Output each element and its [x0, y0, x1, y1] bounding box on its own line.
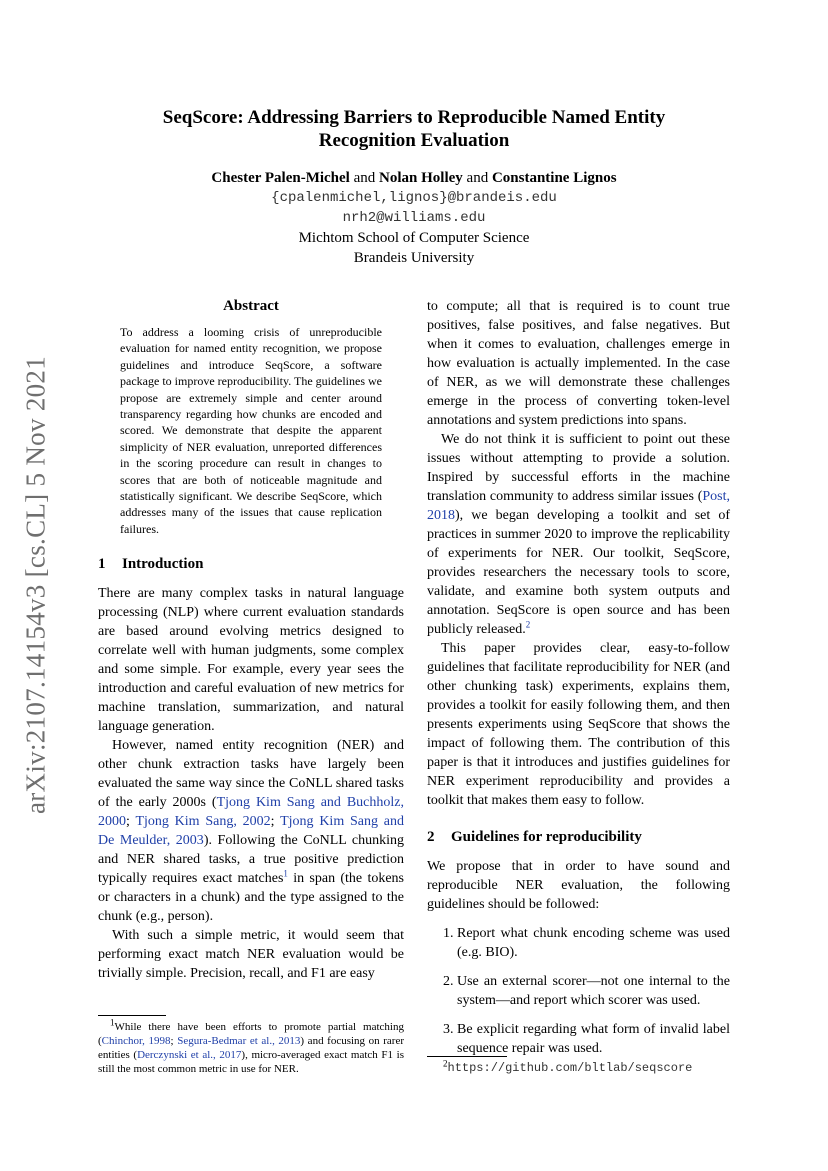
section-2-title: Guidelines for reproducibility: [451, 829, 642, 845]
guideline-item-3: 3. Be explicit regarding what form of invalid label sequence repair was used.: [457, 1020, 730, 1058]
citation-separator: ;: [270, 814, 281, 830]
footnote-2: [443, 1058, 693, 1075]
footnote-1-mark: 1: [110, 1017, 115, 1028]
left-column: [98, 297, 404, 983]
citation-tjong-2000[interactable]: Tjong Kim Sang and Buchholz, 2000: [98, 795, 404, 830]
citation-chinchor-1998[interactable]: Chinchor, 1998: [101, 1035, 171, 1047]
author-email-1: {cpalenmichel,lignos}@brandeis.edu: [271, 190, 557, 206]
intro-p2-text-a: However, named entity recognition (NER) and other chunk extraction tasks have largely been evaluated the same way since the CoNLL shared tasks of the early 2000s (: [98, 738, 404, 811]
guideline-item-1: 1. Report what chunk encoding scheme was used (e.g. BIO).: [457, 924, 730, 962]
intro-paragraph-2: [98, 736, 404, 926]
guideline-item-2: 2. Use an external scorer—not one internal to the system—and report which scorer was used.: [457, 972, 730, 1010]
title-line-1: SeqScore: Addressing Barriers to Reproducible Named Entity: [162, 107, 666, 128]
citation-tjong-2003[interactable]: Tjong Kim Sang and De Meulder, 2003: [98, 814, 405, 849]
section-2-heading: [427, 828, 730, 847]
abstract-heading: Abstract: [223, 298, 279, 314]
footnote-2-ref[interactable]: 2: [525, 619, 531, 630]
paper-title: [0, 106, 828, 152]
citation-tjong-2002[interactable]: Tjong Kim Sang, 2002: [135, 814, 271, 830]
citation-separator: ;: [126, 814, 136, 830]
right-p2-text-a: We do not think it is sufficient to point out these issues without attempting to provide a solution. Inspired by successful efforts in the machine translation community to address similar issues (: [427, 432, 730, 504]
intro-p2-text-b: ). Following the CoNLL chunking and NER shared tasks, a true positive prediction typically requires exact matches: [98, 833, 404, 887]
author-email-2: nrh2@williams.edu: [342, 210, 486, 226]
affiliation-2: Brandeis University: [353, 250, 475, 266]
abstract-text: To address a looming crisis of unreproducible evaluation for named entity recognition, we propose guidelines and introduce SeqScore, a software package to improve reproducibility. The guidelines we propose are extremely simple and center around transparency regarding how chunks are encoded and scored. We demonstrate that despite the apparent simplicity of NER evaluation, unreported differences in the scoring procedure can result in changes to scores that are both of noticeable magnitude and statistically significant. We describe SeqScore, which addresses many of the issues that cause replication failures.: [120, 325, 382, 536]
citation-separator: ;: [170, 1035, 178, 1047]
right-paragraph-3: This paper provides clear, easy-to-follow guidelines that facilitate reproducibility for NER (and other chunking task) experiments, explains them, provides a toolkit for easily following them, and then presents experiments using SeqScore that shows the impact of following them. The contribution of this paper is that it introduces and justifies guidelines for NER experiment reproducibility and provides a toolkit that makes them easy to follow.: [427, 641, 730, 808]
intro-p2-text-c: in span (the tokens or characters in a chunk) and the type assigned to the chunk (e.g., person).: [98, 871, 404, 925]
guidelines-list: [427, 924, 730, 1058]
section-1-title: Introduction: [122, 556, 204, 573]
footnote-1-text-b: ) and focusing on rarer entities (: [98, 1035, 405, 1061]
right-p2-text-b: ), we began developing a toolkit and set of practices in summer 2020 to improve the replicability of experiments for NER. Our toolkit, SeqScore, provides researchers the necessary tools to score, validate, and examine both system outputs and annotation. SeqScore is open source and has been publicly released.: [427, 508, 730, 637]
footnote-1-text-a: While there have been efforts to promote partial matching (: [98, 1021, 404, 1047]
author-sep-2: and: [466, 170, 489, 186]
affiliation-1: Michtom School of Computer Science: [298, 230, 530, 246]
section-1-number: 1: [98, 556, 106, 573]
right-column: [427, 297, 730, 1068]
intro-paragraph-1: There are many complex tasks in natural language processing (NLP) where current evaluation standards are based around evolving metrics designed to correlate well with human judgments, some complex and some simple. For example, every year sees the introduction and careful evaluation of new metrics for machine translation, summarization, and natural language generation.: [98, 586, 404, 735]
footnote-1: [98, 1017, 405, 1076]
footnote-2-mark: 2: [443, 1058, 448, 1069]
arxiv-stamp: arXiv:2107.14154v3 [cs.CL] 5 Nov 2021: [20, 355, 51, 815]
author-sep-1: and: [353, 170, 376, 186]
footnote-2-url-link[interactable]: https://github.com/bltlab/seqscore: [447, 1061, 693, 1075]
right-paragraph-2: [427, 430, 730, 639]
author-1: Chester Palen-Michel: [211, 170, 350, 186]
section-2-number: 2: [427, 829, 435, 845]
section-1-heading: [98, 555, 404, 574]
right-paragraph-1: to compute; all that is required is to count true positives, false positives, and false negatives. But when it comes to evaluation, challenges emerge in how evaluation is actually implemented. In the case of NER, as we will demonstrate these challenges emerge in the process of converting token-level annotations and system predictions into spans.: [427, 299, 730, 428]
author-2: Nolan Holley: [379, 170, 463, 186]
citation-derczynski-2017[interactable]: Derczynski et al., 2017: [137, 1049, 242, 1061]
intro-paragraph-3: With such a simple metric, it would seem that performing exact match NER evaluation would be trivially simple. Precision, recall, and F1 are easy: [98, 928, 404, 982]
footnote-1-text-c: ), micro-averaged exact match F1 is still the most common metric in use for NER.: [98, 1049, 404, 1075]
footnote-1-ref[interactable]: 1: [283, 868, 288, 879]
citation-segura-2013[interactable]: Segura-Bedmar et al., 2013: [177, 1035, 301, 1047]
author-names: [0, 168, 828, 188]
footnote-rule-left: [98, 1015, 166, 1016]
title-line-2: Recognition Evaluation: [318, 130, 510, 151]
section-2-paragraph: We propose that in order to have sound and reproducible NER evaluation, the following guidelines should be followed:: [427, 859, 730, 912]
citation-post-2018[interactable]: Post, 2018: [427, 489, 730, 523]
footnote-rule-right: [427, 1056, 507, 1057]
author-block: [0, 168, 828, 268]
author-3: Constantine Lignos: [491, 170, 617, 186]
